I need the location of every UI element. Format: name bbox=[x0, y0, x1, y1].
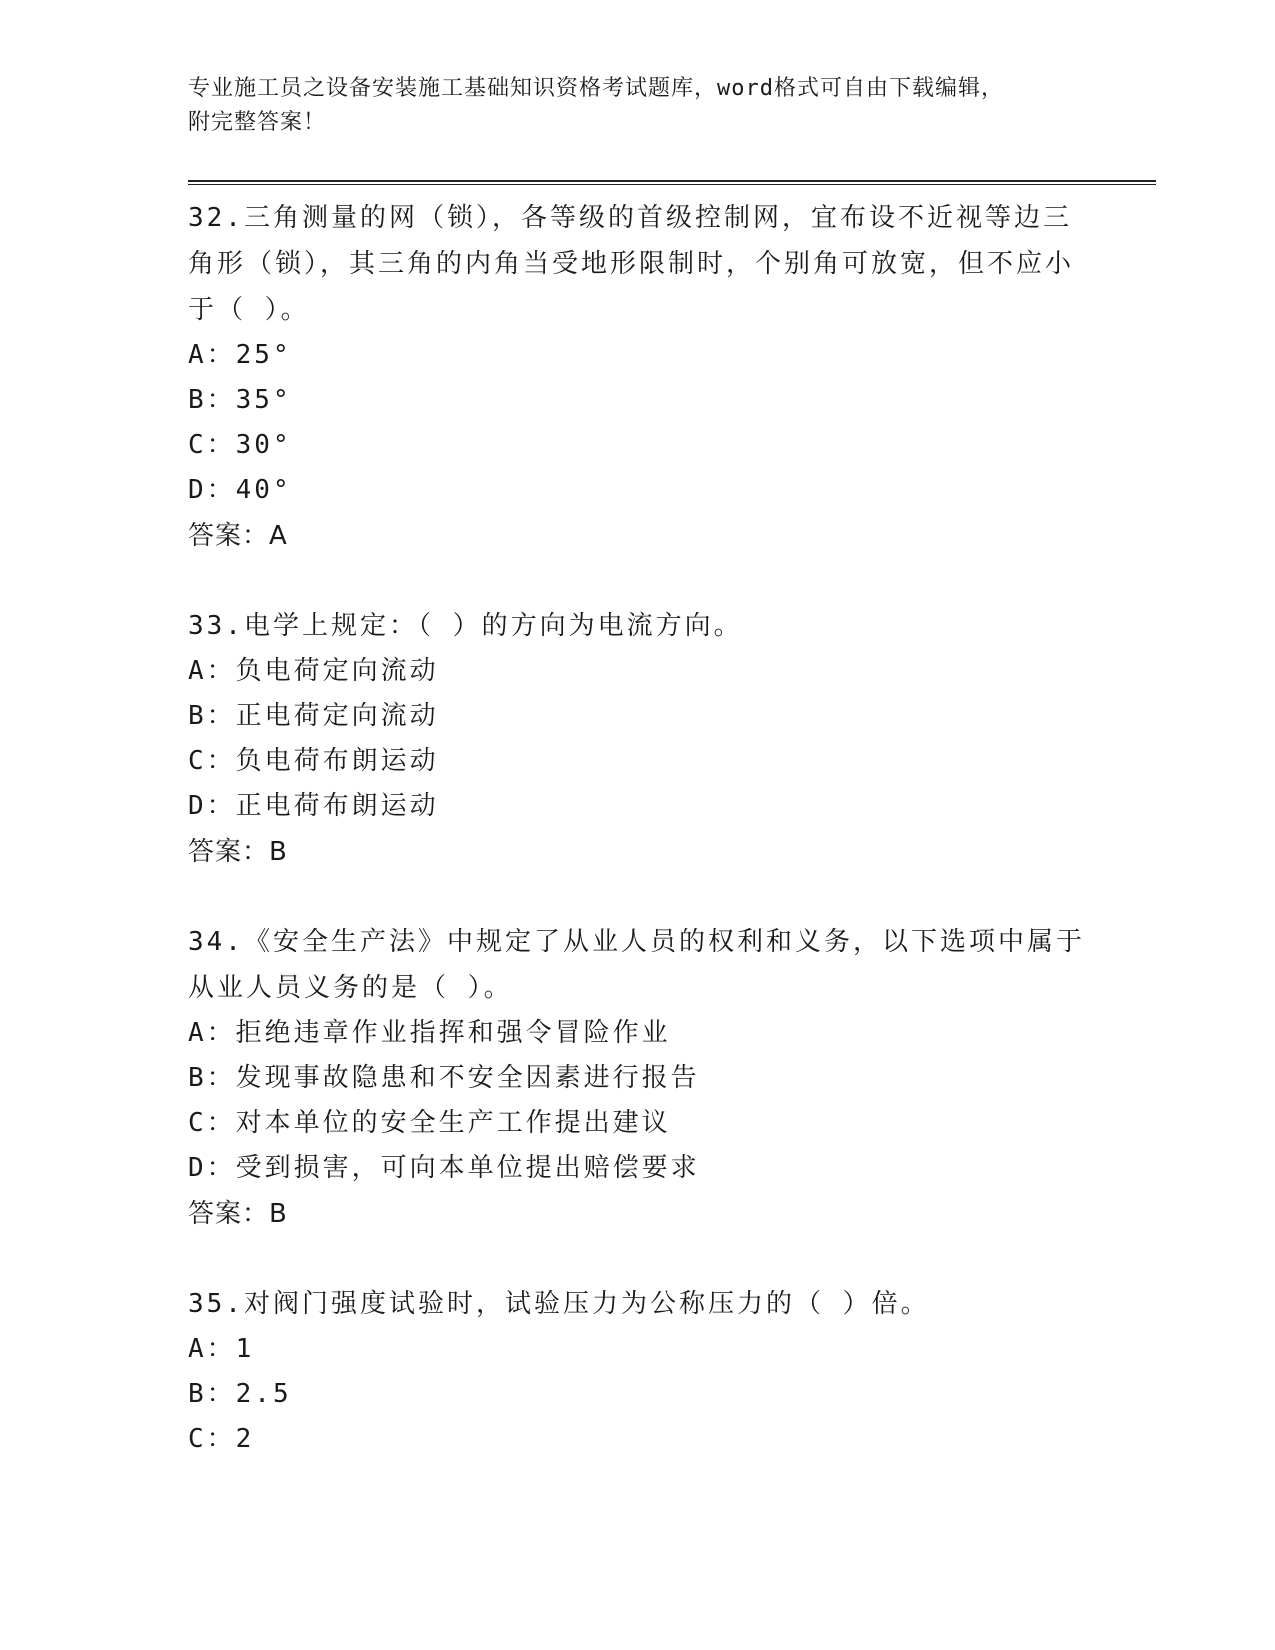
option-a: A：负电荷定向流动 bbox=[188, 656, 439, 686]
option-c: C：2 bbox=[188, 1424, 255, 1454]
answer-line: 答案：B bbox=[188, 837, 288, 867]
option-a: A：25° bbox=[188, 340, 292, 370]
header-line-2: 附完整答案！ bbox=[188, 110, 327, 135]
question-32 bbox=[188, 195, 1156, 559]
question-stem: 32.三角测量的网（锁），各等级的首级控制网，宜布设不近视等边三角形（锁），其三角的内角当受地形限制时，个别角可放宽，但不应小于（ ）。 bbox=[188, 203, 1075, 325]
option-d: D：受到损害，可向本单位提出赔偿要求 bbox=[188, 1153, 700, 1183]
option-c: C：对本单位的安全生产工作提出建议 bbox=[188, 1108, 671, 1138]
option-b: B：35° bbox=[188, 385, 292, 415]
spacer bbox=[188, 1237, 1156, 1281]
question-34 bbox=[188, 919, 1156, 1237]
header-line-1: 专业施工员之设备安装施工基础知识资格考试题库，word格式可自由下载编辑， bbox=[188, 76, 1004, 101]
document-page bbox=[188, 72, 1156, 1462]
option-c: C：30° bbox=[188, 430, 292, 460]
option-b: B：发现事故隐患和不安全因素进行报告 bbox=[188, 1063, 700, 1093]
question-33 bbox=[188, 603, 1156, 875]
question-stem: 34.《安全生产法》中规定了从业人员的权利和义务，以下选项中属于从业人员义务的是（ ）。 bbox=[188, 927, 1085, 1003]
option-a: A：拒绝违章作业指挥和强令冒险作业 bbox=[188, 1018, 671, 1048]
option-d: D：正电荷布朗运动 bbox=[188, 791, 439, 821]
answer-line: 答案：A bbox=[188, 521, 288, 551]
option-b: B：2.5 bbox=[188, 1379, 292, 1409]
header-divider bbox=[188, 180, 1156, 185]
option-d: D：40° bbox=[188, 475, 292, 505]
question-stem: 35.对阀门强度试验时，试验压力为公称压力的（ ）倍。 bbox=[188, 1289, 930, 1319]
option-a: A：1 bbox=[188, 1334, 255, 1364]
question-35 bbox=[188, 1281, 1156, 1462]
question-list bbox=[188, 195, 1156, 1462]
document-header bbox=[188, 72, 1068, 140]
question-stem: 33.电学上规定：（ ）的方向为电流方向。 bbox=[188, 611, 743, 641]
answer-line: 答案：B bbox=[188, 1199, 288, 1229]
option-c: C：负电荷布朗运动 bbox=[188, 746, 439, 776]
option-b: B：正电荷定向流动 bbox=[188, 701, 439, 731]
spacer bbox=[188, 875, 1156, 919]
spacer bbox=[188, 559, 1156, 603]
